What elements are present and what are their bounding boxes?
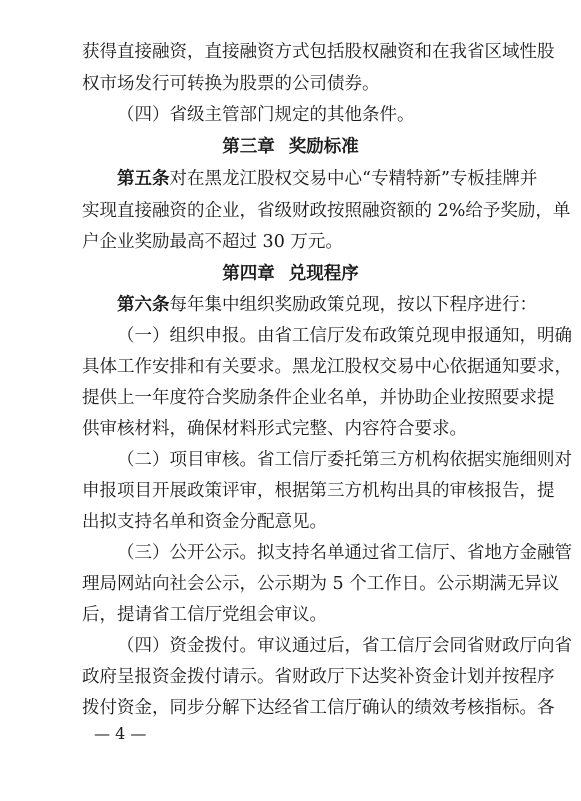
page-number: — 4 — (94, 724, 147, 744)
chapter-heading-4 (0, 262, 581, 286)
text-line: （一）组织申报。由省工信厅发布政策兑现申报通知，明确 (117, 325, 572, 346)
text-line: 供审核材料，确保材料形式完整、内容符合要求。 (82, 418, 467, 439)
text-line: 拨付资金，同步分解下达经省工信厅确认的绩效考核指标。各 (82, 698, 555, 719)
text-line: 理局网站向社会公示，公示期为 5 个工作日。公示期满无异议 (82, 574, 560, 594)
chapter-number: 第三章 (222, 136, 275, 157)
article-lead: 第五条 (117, 168, 170, 189)
text-line: 具体工作安排和有关要求。黑龙江股权交易中心依据通知要求， (82, 356, 572, 377)
article-line (117, 293, 537, 317)
text-line: （三）公开公示。拟支持名单通过省工信厅、省地方金融管 (117, 543, 572, 563)
text-line: 实现直接融资的企业，省级财政按照融资额的 2%给予奖励，单 (82, 200, 571, 221)
text-line: 政府呈报资金拨付请示。省财政厅下达奖补资金计划并按程序 (82, 667, 555, 688)
chapter-heading-3 (0, 135, 581, 159)
chapter-number: 第四章 (222, 263, 275, 284)
text-line: 后，提请省工信厅党组会审议。 (82, 605, 327, 626)
text-line: 申报项目开展政策评审，根据第三方机构出具的审核报告，提 (82, 481, 555, 501)
article-text: 每年集中组织奖励政策兑现，按以下程序进行： (169, 294, 537, 315)
article-text: 对在黑龙江股权交易中心“专精特新”专板挂牌并 (169, 168, 538, 189)
article-line (117, 167, 538, 191)
text-line: 获得直接融资，直接融资方式包括股权融资和在我省区域性股 (82, 42, 555, 62)
text-line: 户企业奖励最高不超过 30 万元。 (82, 231, 343, 252)
text-line: （二）项目审核。省工信厅委托第三方机构依据实施细则对 (117, 450, 572, 470)
text-line: （四）资金拨付。审议通过后，省工信厅会同省财政厅向省 (117, 636, 572, 657)
chapter-title: 兑现程序 (288, 263, 359, 284)
text-line: 出拟支持名单和资金分配意见。 (82, 512, 327, 532)
chapter-title: 奖励标准 (288, 136, 359, 157)
text-line: （四）省级主管部门规定的其他条件。 (117, 105, 415, 125)
text-line: 权市场发行可转换为股票的公司债券。 (82, 74, 380, 94)
text-line: 提供上一年度符合奖励条件企业名单，并协助企业按照要求提 (82, 387, 555, 408)
article-lead: 第六条 (117, 294, 170, 315)
